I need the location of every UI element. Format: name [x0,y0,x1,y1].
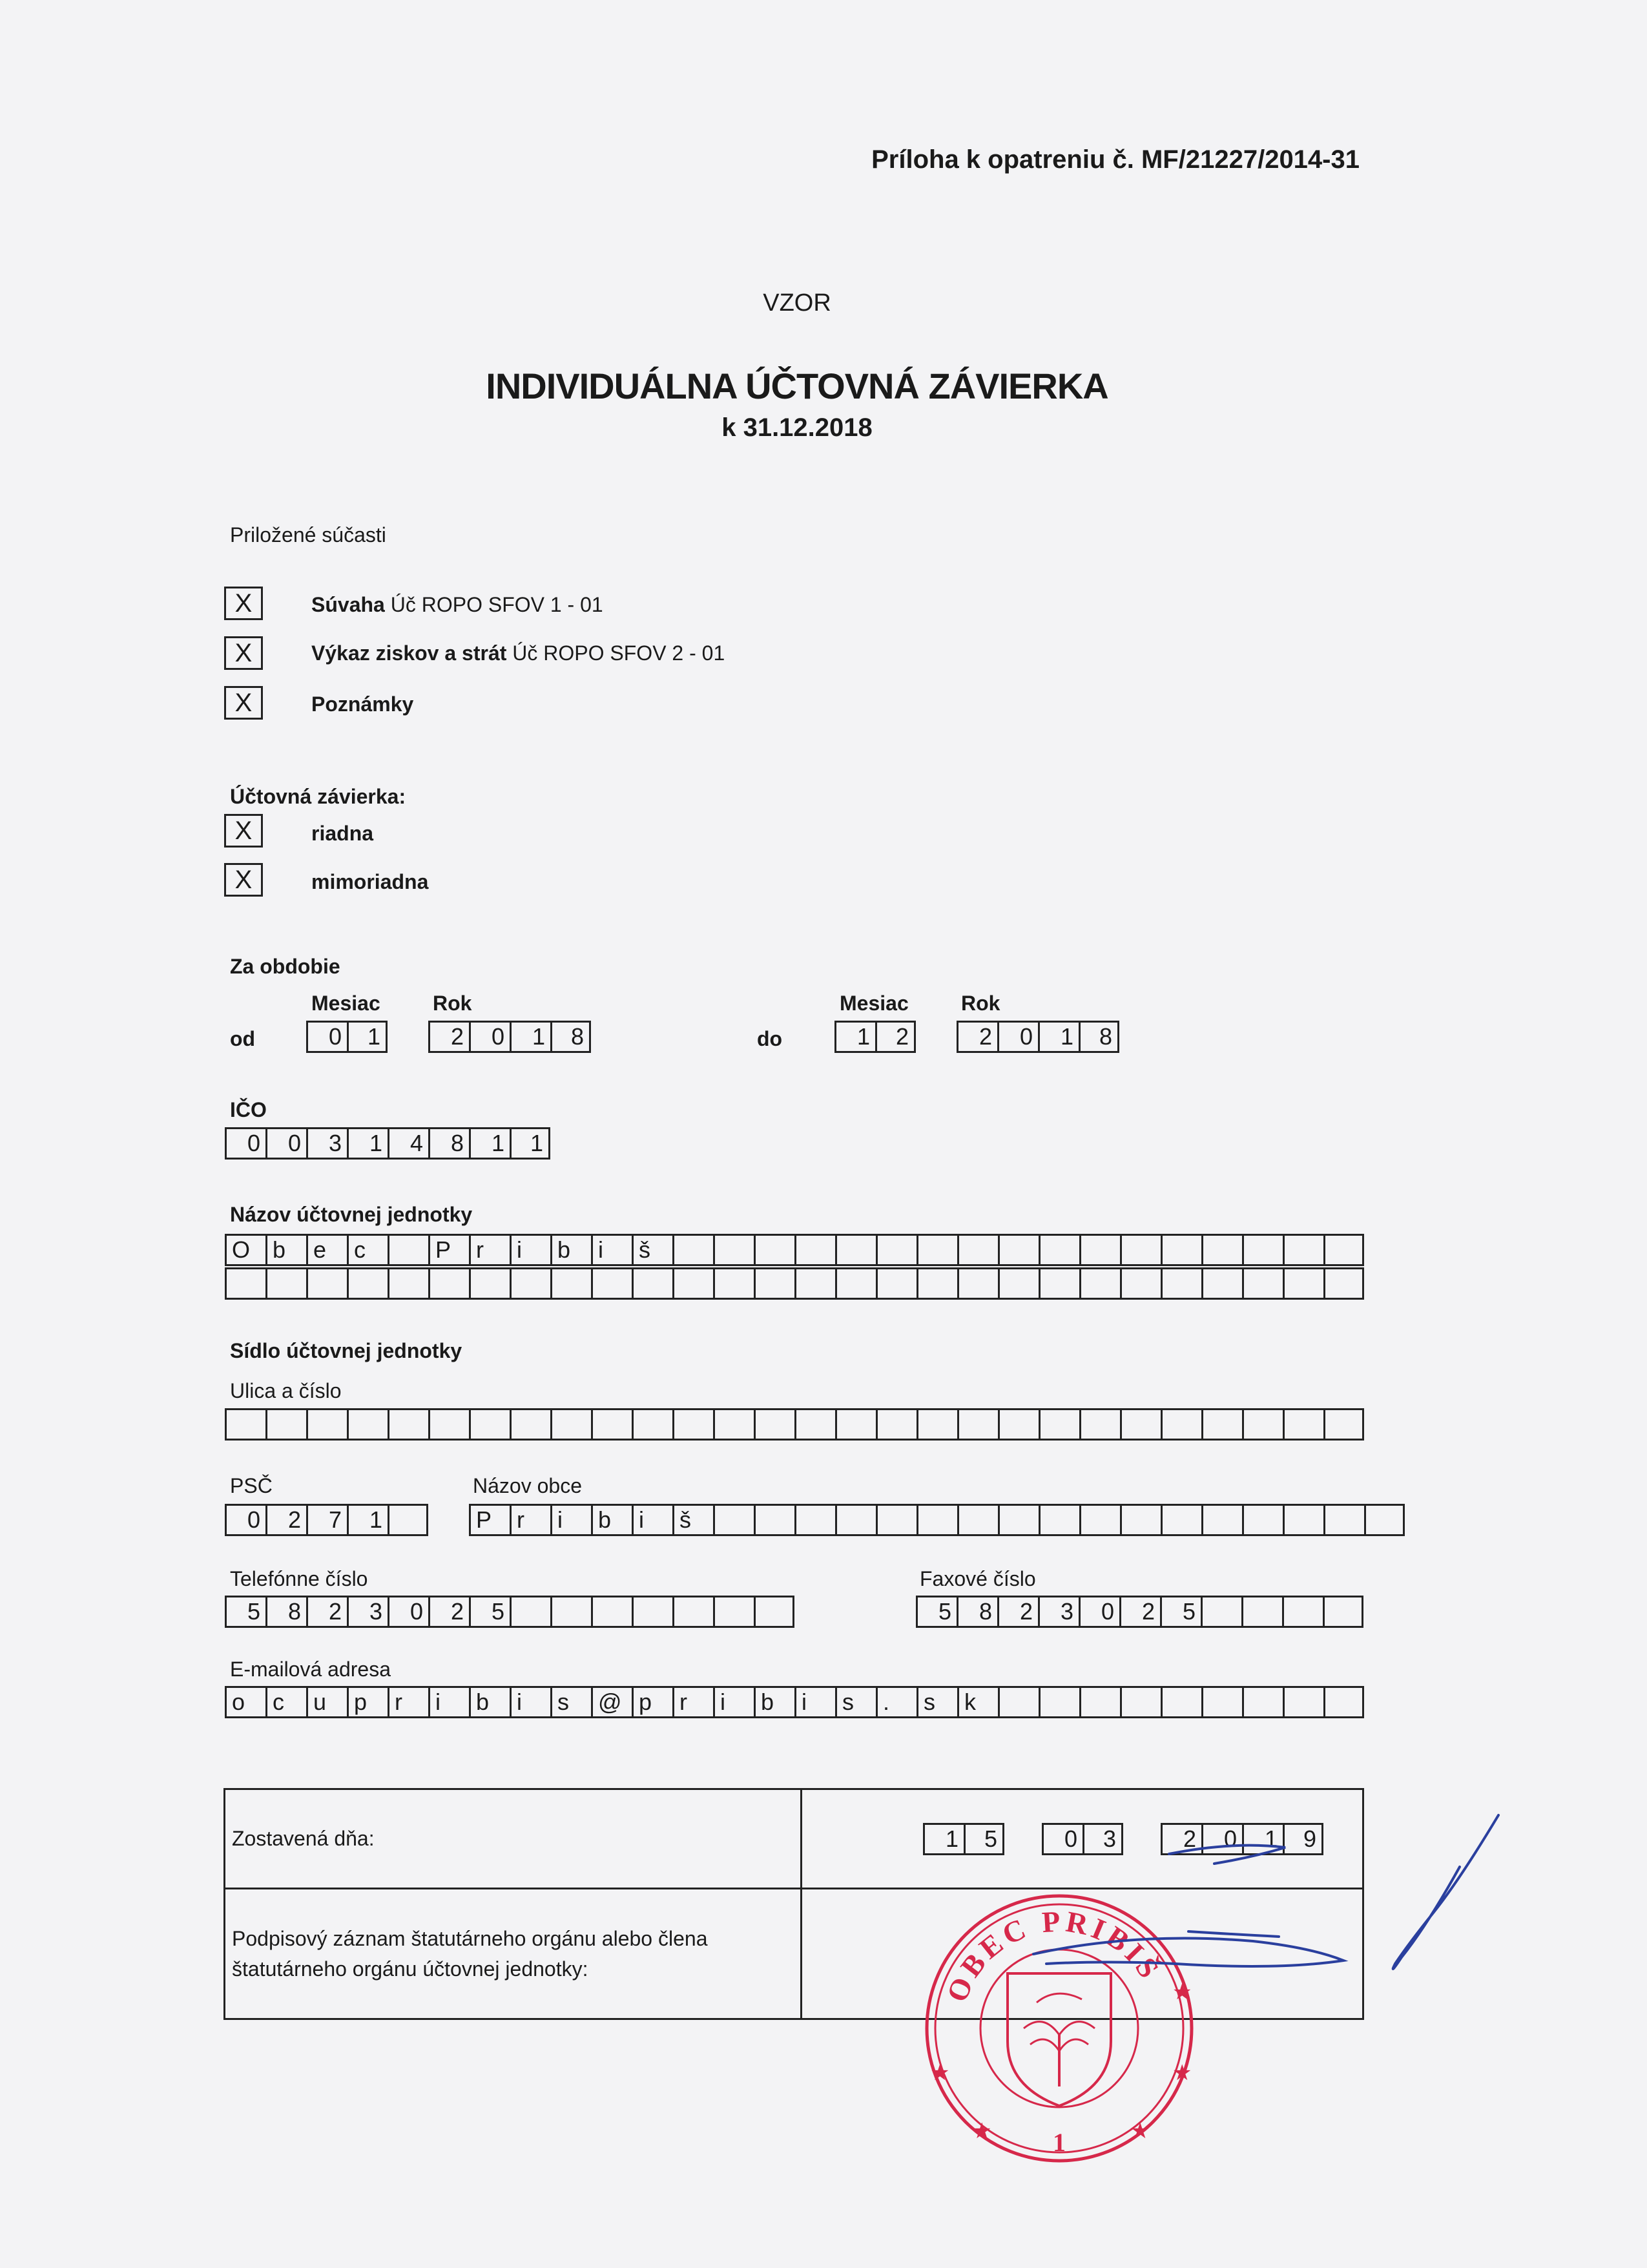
char-cell[interactable] [1079,1686,1120,1718]
char-cell[interactable] [265,1408,306,1441]
char-cell[interactable] [672,1596,713,1628]
char-cell[interactable]: 3 [347,1596,388,1628]
digit-cell[interactable]: 2 [957,1021,997,1053]
char-cell[interactable] [550,1408,591,1441]
char-cell[interactable] [1039,1408,1079,1441]
attachment-balance-sheet [311,593,603,617]
char-cell[interactable] [591,1596,632,1628]
char-cell[interactable] [347,1408,388,1441]
town-boxes[interactable] [469,1504,1405,1536]
char-cell[interactable]: c [347,1234,388,1266]
char-cell[interactable]: 8 [957,1596,997,1628]
period-label: Za obdobie [230,955,340,978]
stamp-text: OBEC PRIBIŠ [940,1904,1168,2007]
char-cell[interactable]: 3 [306,1127,347,1160]
digit-cell[interactable]: 9 [1283,1823,1323,1855]
char-cell[interactable] [1039,1234,1079,1266]
char-cell[interactable] [957,1408,998,1441]
char-cell[interactable] [1120,1267,1161,1300]
char-cell[interactable] [794,1408,835,1441]
char-cell[interactable] [1323,1596,1363,1628]
char-cell[interactable] [672,1234,713,1266]
digit-cell[interactable]: 2 [1161,1823,1201,1855]
char-cell[interactable] [1039,1686,1079,1718]
char-cell[interactable]: 1 [347,1504,388,1536]
char-cell[interactable]: s [917,1686,957,1718]
digit-cell[interactable]: 0 [469,1021,510,1053]
digit-cell[interactable]: 2 [875,1021,916,1053]
char-cell[interactable] [1161,1267,1201,1300]
char-cell[interactable]: 1 [347,1127,388,1160]
char-cell[interactable] [917,1504,957,1536]
entity-name-row-2[interactable] [225,1267,1364,1300]
char-cell[interactable] [998,1234,1039,1266]
to-month-boxes[interactable] [834,1021,916,1053]
char-cell[interactable]: b [754,1686,794,1718]
char-cell[interactable] [1323,1504,1364,1536]
char-cell[interactable]: š [672,1504,713,1536]
char-cell[interactable]: b [469,1686,510,1718]
char-cell[interactable]: 0 [388,1596,428,1628]
char-cell[interactable]: @ [591,1686,632,1718]
char-cell[interactable] [225,1408,265,1441]
closing-regular-label: riadna [311,822,374,845]
char-cell[interactable] [1120,1408,1161,1441]
char-cell[interactable] [1242,1686,1283,1718]
char-cell[interactable]: 5 [225,1596,265,1628]
char-cell[interactable] [713,1596,754,1628]
char-cell[interactable] [1161,1686,1201,1718]
char-cell[interactable] [713,1267,754,1300]
char-cell[interactable] [794,1504,835,1536]
char-cell[interactable]: i [591,1234,632,1266]
char-cell[interactable]: 1 [469,1127,510,1160]
char-cell[interactable] [265,1267,306,1300]
char-cell[interactable] [1201,1408,1242,1441]
char-cell[interactable] [1039,1504,1079,1536]
char-cell[interactable] [1161,1504,1201,1536]
char-cell[interactable]: 3 [1038,1596,1079,1628]
char-cell[interactable] [1120,1504,1161,1536]
char-cell[interactable] [957,1234,998,1266]
char-cell[interactable] [550,1267,591,1300]
digit-cell[interactable]: 8 [1079,1021,1119,1053]
digit-cell[interactable]: 1 [510,1021,550,1053]
char-cell[interactable]: 0 [265,1127,306,1160]
char-cell[interactable] [754,1408,794,1441]
char-cell[interactable]: 1 [510,1127,550,1160]
char-cell[interactable]: b [550,1234,591,1266]
document-title: INDIVIDUÁLNA ÚČTOVNÁ ZÁVIERKA [486,366,1108,406]
attachment-reference: Príloha k opatreniu č. MF/21227/2014-31 [871,145,1360,174]
digit-cell[interactable]: 1 [1038,1021,1079,1053]
char-cell[interactable]: r [672,1686,713,1718]
char-cell[interactable] [713,1504,754,1536]
digit-cell[interactable]: 8 [550,1021,591,1053]
char-cell[interactable]: b [265,1234,306,1266]
to-year-label: Rok [961,992,1000,1015]
char-cell[interactable]: . [876,1686,917,1718]
seat-label: Sídlo účtovnej jednotky [230,1339,462,1362]
from-label: od [230,1027,256,1050]
char-cell[interactable] [1079,1408,1120,1441]
char-cell[interactable]: 2 [997,1596,1038,1628]
document-date: k 31.12.2018 [721,413,873,442]
from-month-boxes[interactable] [306,1021,388,1053]
char-cell[interactable]: 7 [306,1504,347,1536]
char-cell[interactable] [998,1267,1039,1300]
char-cell[interactable] [1201,1686,1242,1718]
char-cell[interactable]: p [632,1686,672,1718]
char-cell[interactable] [876,1408,917,1441]
to-label: do [757,1027,783,1050]
char-cell[interactable] [388,1408,428,1441]
char-cell[interactable]: r [510,1504,550,1536]
char-cell[interactable] [957,1267,998,1300]
char-cell[interactable] [306,1267,347,1300]
char-cell[interactable]: 2 [265,1504,306,1536]
char-cell[interactable] [632,1408,672,1441]
to-month-label: Mesiac [840,992,909,1015]
char-cell[interactable]: r [388,1686,428,1718]
char-cell[interactable] [754,1596,794,1628]
char-cell[interactable] [306,1408,347,1441]
char-cell[interactable] [1201,1504,1242,1536]
to-year-boxes[interactable] [957,1021,1119,1053]
digit-cell[interactable]: 1 [923,1823,964,1855]
char-cell[interactable]: 8 [428,1127,469,1160]
char-cell[interactable] [794,1267,835,1300]
digit-cell[interactable]: 3 [1082,1823,1123,1855]
attachment-balance-sheet-title: Súvaha [311,593,385,616]
char-cell[interactable] [998,1504,1039,1536]
char-cell[interactable]: 5 [469,1596,510,1628]
char-cell[interactable]: s [835,1686,876,1718]
char-cell[interactable] [510,1267,550,1300]
digit-cell[interactable]: 1 [834,1021,875,1053]
char-cell[interactable]: e [306,1234,347,1266]
ico-label: IČO [230,1098,267,1121]
char-cell[interactable]: i [510,1686,550,1718]
from-month-label: Mesiac [311,992,380,1015]
char-cell[interactable]: 5 [916,1596,957,1628]
char-cell[interactable] [1079,1267,1120,1300]
char-cell[interactable]: p [347,1686,388,1718]
char-cell[interactable] [225,1267,265,1300]
char-cell[interactable] [876,1504,917,1536]
digit-cell[interactable]: 1 [347,1021,388,1053]
char-cell[interactable] [917,1408,957,1441]
char-cell[interactable]: 2 [428,1596,469,1628]
char-cell[interactable] [672,1408,713,1441]
char-cell[interactable] [591,1267,632,1300]
char-cell[interactable]: O [225,1234,265,1266]
stamp-number: 1 [1053,2128,1066,2157]
fax-boxes[interactable] [916,1596,1363,1628]
char-cell[interactable] [1079,1504,1120,1536]
checkbox-profit-loss[interactable]: X [224,636,263,670]
char-cell[interactable] [550,1596,591,1628]
char-cell[interactable] [632,1267,672,1300]
char-cell[interactable] [1241,1596,1282,1628]
char-cell[interactable] [1283,1686,1323,1718]
char-cell[interactable]: 4 [388,1127,428,1160]
char-cell[interactable] [1201,1596,1241,1628]
from-year-boxes[interactable] [428,1021,591,1053]
compiled-day-boxes[interactable] [923,1823,1004,1855]
char-cell[interactable] [1323,1267,1364,1300]
char-cell[interactable]: 5 [1160,1596,1201,1628]
char-cell[interactable]: i [510,1234,550,1266]
char-cell[interactable] [1364,1504,1405,1536]
char-cell[interactable] [754,1234,794,1266]
char-cell[interactable]: 0 [1079,1596,1119,1628]
char-cell[interactable] [876,1234,917,1266]
char-cell[interactable] [1283,1234,1323,1266]
svg-text:★: ★ [1172,1979,1192,2005]
attachment-profit-loss-title: Výkaz ziskov a strát [311,641,507,665]
char-cell[interactable] [1201,1267,1242,1300]
char-cell[interactable] [591,1408,632,1441]
char-cell[interactable] [998,1686,1039,1718]
from-year-label: Rok [433,992,472,1015]
phone-boxes[interactable] [225,1596,794,1628]
char-cell[interactable]: i [550,1504,591,1536]
char-cell[interactable] [1161,1234,1201,1266]
char-cell[interactable] [998,1408,1039,1441]
fax-label: Faxové číslo [920,1567,1036,1590]
char-cell[interactable]: b [591,1504,632,1536]
char-cell[interactable]: P [469,1504,510,1536]
svg-text:★: ★ [930,2060,950,2086]
char-cell[interactable] [1323,1686,1364,1718]
svg-text:★: ★ [972,2118,992,2144]
char-cell[interactable]: i [632,1504,672,1536]
char-cell[interactable]: P [428,1234,469,1266]
char-cell[interactable] [388,1267,428,1300]
char-cell[interactable] [794,1234,835,1266]
checkbox-extraordinary[interactable]: X [224,863,263,897]
char-cell[interactable]: 0 [225,1504,265,1536]
entity-name-row-1[interactable] [225,1234,1364,1266]
char-cell[interactable]: 0 [225,1127,265,1160]
char-cell[interactable] [754,1267,794,1300]
char-cell[interactable] [1039,1267,1079,1300]
signature-record-label: Podpisový záznam štatutárneho orgánu alebo člena štatutárneho orgánu účtovnej jednotky: [225,1889,802,2019]
char-cell[interactable] [1242,1234,1283,1266]
char-cell[interactable] [469,1408,510,1441]
char-cell[interactable] [347,1267,388,1300]
email-label: E-mailová adresa [230,1658,391,1681]
attachment-notes: Poznámky [311,692,414,716]
char-cell[interactable]: š [632,1234,672,1266]
digit-cell[interactable]: 2 [428,1021,469,1053]
char-cell[interactable] [1283,1267,1323,1300]
char-cell[interactable] [1161,1408,1201,1441]
char-cell[interactable] [835,1504,876,1536]
char-cell[interactable] [1323,1234,1364,1266]
email-boxes[interactable] [225,1686,1364,1718]
char-cell[interactable]: i [428,1686,469,1718]
char-cell[interactable] [835,1408,876,1441]
char-cell[interactable] [1282,1596,1323,1628]
char-cell[interactable] [1120,1686,1161,1718]
char-cell[interactable] [469,1267,510,1300]
char-cell[interactable] [1323,1408,1364,1441]
char-cell[interactable]: 2 [1119,1596,1160,1628]
char-cell[interactable] [672,1267,713,1300]
psc-label: PSČ [230,1474,273,1497]
char-cell[interactable]: c [265,1686,306,1718]
char-cell[interactable]: r [469,1234,510,1266]
char-cell[interactable] [1079,1234,1120,1266]
char-cell[interactable]: i [713,1686,754,1718]
digit-cell[interactable]: 0 [306,1021,347,1053]
attachments-label: Priložené súčasti [230,523,386,546]
char-cell[interactable] [1242,1408,1283,1441]
char-cell[interactable] [428,1408,469,1441]
template-label: VZOR [763,289,831,317]
attachment-balance-sheet-code: Úč ROPO SFOV 1 - 01 [384,593,603,616]
char-cell[interactable] [632,1596,672,1628]
svg-text:★: ★ [1130,2118,1150,2144]
char-cell[interactable] [754,1504,794,1536]
char-cell[interactable] [1242,1267,1283,1300]
town-label: Názov obce [473,1474,582,1497]
street-boxes[interactable] [225,1408,1364,1441]
ico-boxes[interactable] [225,1127,550,1160]
char-cell[interactable] [713,1408,754,1441]
checkbox-regular[interactable]: X [224,814,263,848]
char-cell[interactable] [510,1596,550,1628]
char-cell[interactable] [1201,1234,1242,1266]
attachment-profit-loss-code: Úč ROPO SFOV 2 - 01 [506,641,725,665]
char-cell[interactable]: s [550,1686,591,1718]
char-cell[interactable] [835,1267,876,1300]
char-cell[interactable]: u [306,1686,347,1718]
char-cell[interactable] [510,1408,550,1441]
char-cell[interactable] [917,1267,957,1300]
char-cell[interactable]: i [794,1686,835,1718]
char-cell[interactable] [957,1504,998,1536]
compiled-date-label: Zostavená dňa: [225,1789,802,1889]
char-cell[interactable]: 2 [306,1596,347,1628]
char-cell[interactable] [1283,1504,1323,1536]
char-cell[interactable]: o [225,1686,265,1718]
checkbox-balance-sheet[interactable]: X [224,587,263,620]
char-cell[interactable] [388,1504,428,1536]
char-cell[interactable] [876,1267,917,1300]
char-cell[interactable]: 8 [265,1596,306,1628]
char-cell[interactable] [1283,1408,1323,1441]
street-label: Ulica a číslo [230,1379,342,1402]
digit-cell[interactable]: 1 [1242,1823,1283,1855]
handwritten-signature-icon [1008,1802,1511,2022]
char-cell[interactable] [917,1234,957,1266]
closing-type-label: Účtovná závierka: [230,785,406,808]
psc-boxes[interactable] [225,1504,428,1536]
phone-label: Telefónne číslo [230,1567,368,1590]
char-cell[interactable] [428,1267,469,1300]
closing-extraordinary-label: mimoriadna [311,870,429,893]
digit-cell[interactable]: 0 [1201,1823,1242,1855]
char-cell[interactable]: k [957,1686,998,1718]
char-cell[interactable] [1120,1234,1161,1266]
char-cell[interactable] [1242,1504,1283,1536]
checkbox-notes[interactable]: X [224,686,263,720]
attachment-profit-loss [311,641,725,665]
digit-cell[interactable]: 5 [964,1823,1004,1855]
char-cell[interactable] [713,1234,754,1266]
entity-name-label: Názov účtovnej jednotky [230,1203,473,1226]
svg-text:★: ★ [1172,2060,1192,2086]
digit-cell[interactable]: 0 [997,1021,1038,1053]
digit-cell[interactable]: 0 [1042,1823,1082,1855]
char-cell[interactable] [388,1234,428,1266]
char-cell[interactable] [835,1234,876,1266]
